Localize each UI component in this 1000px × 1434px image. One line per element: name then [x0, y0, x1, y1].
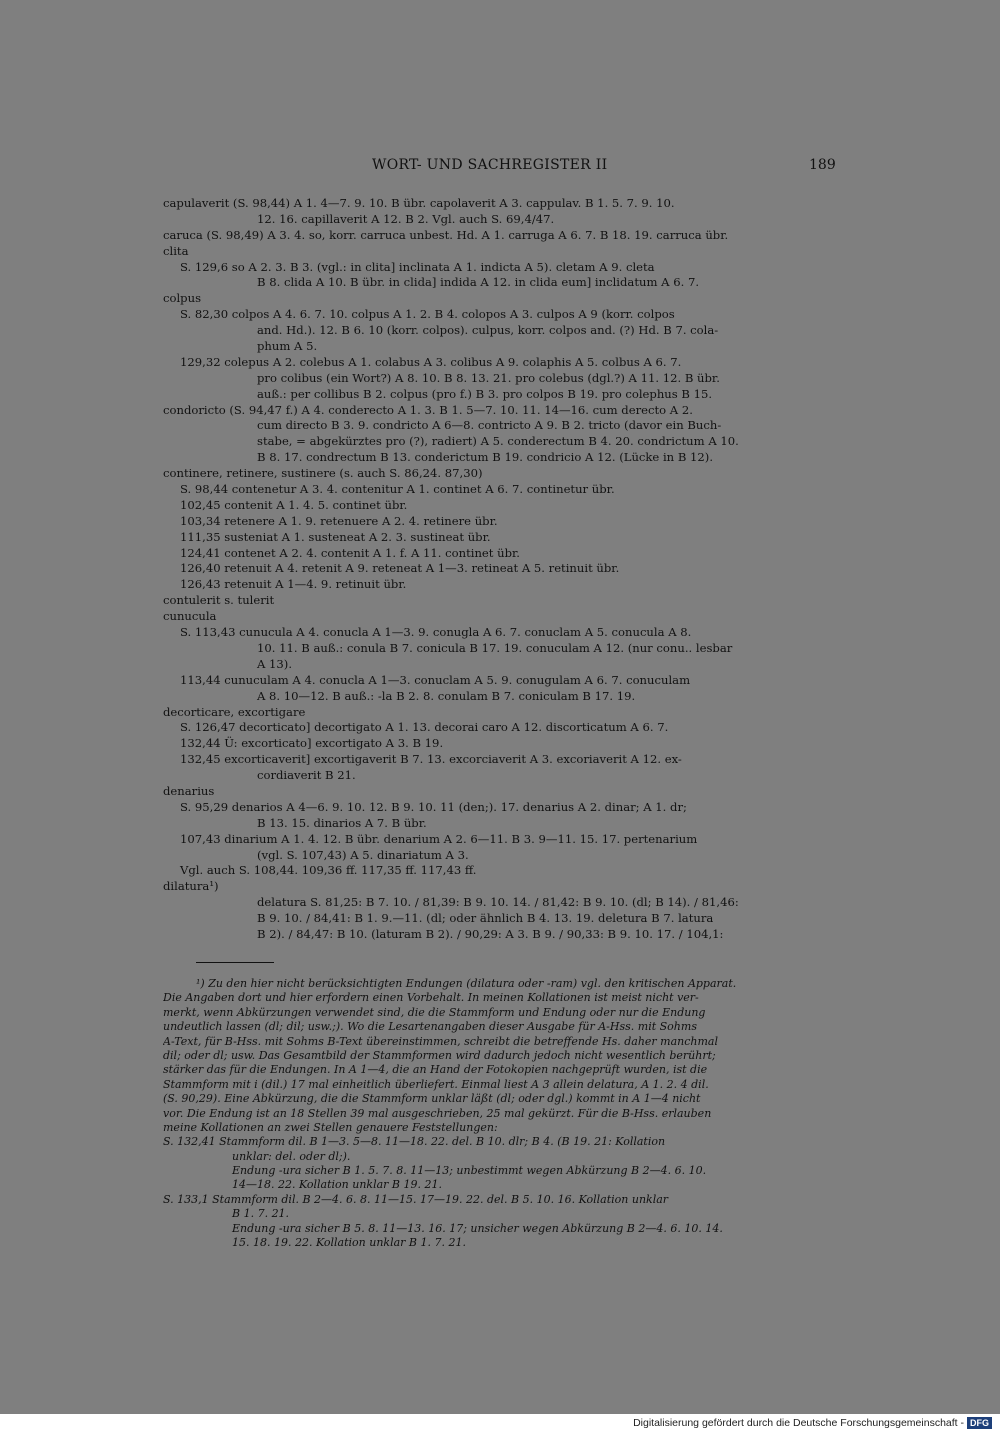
footnote-line: unklar: del. oder dl;).	[232, 1149, 351, 1163]
register-line: 10. 11. B auß.: conula B 7. conicula B 17. 19. conuculam A 12. (nur conu.. lesbar	[257, 640, 733, 655]
register-line: B 8. 17. condrectum B 13. conderictum B 19. condricio A 12. (Lücke in B 12).	[257, 450, 714, 465]
footnote-line: S. 133,1 Stammform dil. B 2—4. 6. 8. 11—15. 17—19. 22. del. B 5. 10. 16. Kollation unklar	[163, 1192, 669, 1206]
register-line: 132,45 excorticaverit] excortigaverit B 7. 13. excorciaverit A 3. excoriaverit A 12. ex-	[180, 752, 682, 767]
footnote-line: (S. 90,29). Eine Abkürzung, die die Stammform unklar läßt (dl; oder dgl.) kommt in A 1—4 nicht	[163, 1092, 701, 1106]
digitization-credit	[633, 1417, 992, 1429]
register-line: S. 113,43 cunucula A 4. conucla A 1—3. 9. conugla A 6. 7. conuclam A 5. conucula A 8.	[180, 625, 692, 640]
register-line: 103,34 retenere A 1. 9. retenuere A 2. 4. retinere übr.	[180, 513, 498, 528]
register-line: auß.: per collibus B 2. colpus (pro f.) B 3. pro colpos B 19. pro colephus B 15.	[257, 386, 713, 401]
register-line: 126,43 retenuit A 1—4. 9. retinuit übr.	[180, 577, 407, 592]
register-line: condoricto (S. 94,47 f.) A 4. conderecto A 1. 3. B 1. 5—7. 10. 11. 14—16. cum derecto A 2.	[163, 402, 693, 417]
register-line: delatura S. 81,25: B 7. 10. / 81,39: B 9. 10. 14. / 81,42: B 9. 10. (dl; B 14). / 81,46:	[257, 895, 739, 910]
footnote-line: 15. 18. 19. 22. Kollation unklar B 1. 7. 21.	[232, 1236, 466, 1250]
register-line: cunucula	[163, 609, 217, 624]
register-line: S. 95,29 denarios A 4—6. 9. 10. 12. B 9. 10. 11 (den;). 17. denarius A 2. dinar; A 1. dr;	[180, 799, 687, 814]
register-line: 113,44 cunuculam A 4. conucla A 1—3. conuclam A 5. 9. conugulam A 6. 7. conuculam	[180, 672, 691, 687]
register-line: dilatura¹)	[163, 879, 219, 894]
running-header-title: WORT- UND SACHREGISTER II	[372, 157, 608, 173]
footnote-line: 14—18. 22. Kollation unklar B 19. 21.	[232, 1178, 442, 1192]
footnote-line: dil; oder dl; usw. Das Gesamtbild der Stammformen wird dadurch jedoch nicht wesentlich berührt;	[163, 1048, 716, 1062]
register-line: cum directo B 3. 9. condricto A 6—8. contricto A 9. B 2. tricto (davor ein Buch-	[257, 418, 722, 433]
footnote-rule	[196, 962, 274, 963]
register-line: and. Hd.). 12. B 6. 10 (korr. colpos). culpus, korr. colpos and. (?) Hd. B 7. cola-	[257, 323, 719, 338]
register-line: B 9. 10. / 84,41: B 1. 9.—11. (dl; oder ähnlich B 4. 13. 19. deletura B 7. latura	[257, 911, 714, 926]
footnote-line: Endung -ura sicher B 5. 8. 11—13. 16. 17; unsicher wegen Abkürzung B 2—4. 6. 10. 14.	[232, 1221, 723, 1235]
footnote	[163, 977, 828, 1250]
credit-text: Digitalisierung gefördert durch die Deutsche Forschungsgemeinschaft -	[633, 1417, 964, 1429]
register-line: A 13).	[257, 656, 293, 671]
register-line: B 13. 15. dinarios A 7. B übr.	[257, 815, 427, 830]
footnote-line: merkt, wenn Abkürzungen verwendet sind, die die Stammform und Endung oder nur die Endung	[163, 1005, 706, 1019]
footnote-line: meine Kollationen an zwei Stellen genauere Feststellungen:	[163, 1120, 498, 1134]
footnote-line: S. 132,41 Stammform dil. B 1—3. 5—8. 11—18. 22. del. B 10. dlr; B 4. (B 19. 21: Kollation	[163, 1135, 666, 1149]
register-entries	[163, 196, 828, 943]
register-line: S. 126,47 decorticato] decortigato A 1. 13. decorai caro A 12. discorticatum A 6. 7.	[180, 720, 669, 735]
register-line: 124,41 contenet A 2. 4. contenit A 1. f. A 11. continet übr.	[180, 545, 520, 560]
register-line: 102,45 contenit A 1. 4. 5. continet übr.	[180, 497, 408, 512]
register-line: 107,43 dinarium A 1. 4. 12. B übr. denarium A 2. 6—11. B 3. 9—11. 15. 17. pertenarium	[180, 831, 698, 846]
register-line: stabe, = abgekürztes pro (?), radiert) A 5. conderectum B 4. 20. condrictum A 10.	[257, 434, 739, 449]
register-line: A 8. 10—12. B auß.: -la B 2. 8. conulam B 7. coniculam B 17. 19.	[257, 688, 636, 703]
register-line: decorticare, excortigare	[163, 704, 306, 719]
register-line: colpus	[163, 291, 202, 306]
register-line: 126,40 retenuit A 4. retenit A 9. reteneat A 1—3. retineat A 5. retinuit übr.	[180, 561, 620, 576]
footnote-line: undeutlich lassen (dl; dil; usw.;). Wo die Lesartenangaben dieser Ausgabe für A-Hss. mit Sohms	[163, 1020, 697, 1034]
footnote-line: A-Text, für B-Hss. mit Sohms B-Text übereinstimmen, schreibt die betreffende Hs. daher manchmal	[163, 1034, 718, 1048]
footnote-line: Endung -ura sicher B 1. 5. 7. 8. 11—13; unbestimmt wegen Abkürzung B 2—4. 6. 10.	[232, 1164, 707, 1178]
footnote-line: ¹) Zu den hier nicht berücksichtigten Endungen (dilatura oder -ram) vgl. den kritischen Apparat.	[196, 977, 737, 990]
register-line: Vgl. auch S. 108,44. 109,36 ff. 117,35 ff. 117,43 ff.	[180, 863, 477, 878]
register-line: pro colibus (ein Wort?) A 8. 10. B 8. 13. 21. pro colebus (dgl.?) A 11. 12. B übr.	[257, 370, 720, 385]
footnote-line: vor. Die Endung ist an 18 Stellen 39 mal ausgeschrieben, 25 mal gekürzt. Für die B-Hss. erlauben	[163, 1106, 712, 1120]
register-line: contulerit s. tulerit	[163, 593, 275, 608]
register-line: S. 129,6 so A 2. 3. B 3. (vgl.: in clita] inclinata A 1. indicta A 5). cletam A 9. cleta	[180, 259, 655, 274]
register-line: B 8. clida A 10. B übr. in clida] indida A 12. in clida eum] inclidatum A 6. 7.	[257, 275, 700, 290]
register-line: 111,35 susteniat A 1. susteneat A 2. 3. sustineat übr.	[180, 529, 491, 544]
register-line: 129,32 colepus A 2. colebus A 1. colabus A 3. colibus A 9. colaphis A 5. colbus A 6. 7.	[180, 354, 682, 369]
footnote-line: Stammform mit i (dil.) 17 mal einheitlich überliefert. Einmal liest A 3 allein delatura, A 1. 2. 4 dil.	[163, 1077, 709, 1091]
register-line: clita	[163, 243, 189, 258]
footnote-line: B 1. 7. 21.	[232, 1207, 290, 1221]
register-line: S. 82,30 colpos A 4. 6. 7. 10. colpus A 1. 2. B 4. colopos A 3. culpos A 9 (korr. colpos	[180, 307, 675, 322]
register-line: continere, retinere, sustinere (s. auch S. 86,24. 87,30)	[163, 466, 483, 481]
register-line: cordiaverit B 21.	[257, 768, 356, 783]
dfg-logo: DFG	[967, 1417, 992, 1429]
register-line: capulaverit (S. 98,44) A 1. 4—7. 9. 10. B übr. capolaverit A 3. cappulav. B 1. 5. 7. 9. 10.	[163, 196, 675, 210]
register-line: denarius	[163, 783, 215, 798]
register-line: (vgl. S. 107,43) A 5. dinariatum A 3.	[257, 847, 469, 862]
register-line: 132,44 Ü: excorticato] excortigato A 3. B 19.	[180, 736, 444, 751]
footnote-line: Die Angaben dort und hier erfordern einen Vorbehalt. In meinen Kollationen ist meist nicht ver-	[163, 991, 699, 1005]
register-line: B 2). / 84,47: B 10. (laturam B 2). / 90,29: A 3. B 9. / 90,33: B 9. 10. 17. / 104,1:	[257, 926, 724, 941]
register-line: 12. 16. capillaverit A 12. B 2. Vgl. auch S. 69,4/47.	[257, 211, 555, 226]
page-number: 189	[809, 157, 836, 173]
register-line: caruca (S. 98,49) A 3. 4. so, korr. carruca unbest. Hd. A 1. carruga A 6. 7. B 18. 19. carruca übr.	[163, 227, 729, 242]
register-line: S. 98,44 contenetur A 3. 4. contenitur A 1. continet A 6. 7. continetur übr.	[180, 482, 615, 497]
register-line: phum A 5.	[257, 339, 318, 354]
footnote-line: stärker das für die Endungen. In A 1—4, die an Hand der Fotokopien nachgeprüft wurden, ist die	[163, 1063, 708, 1077]
